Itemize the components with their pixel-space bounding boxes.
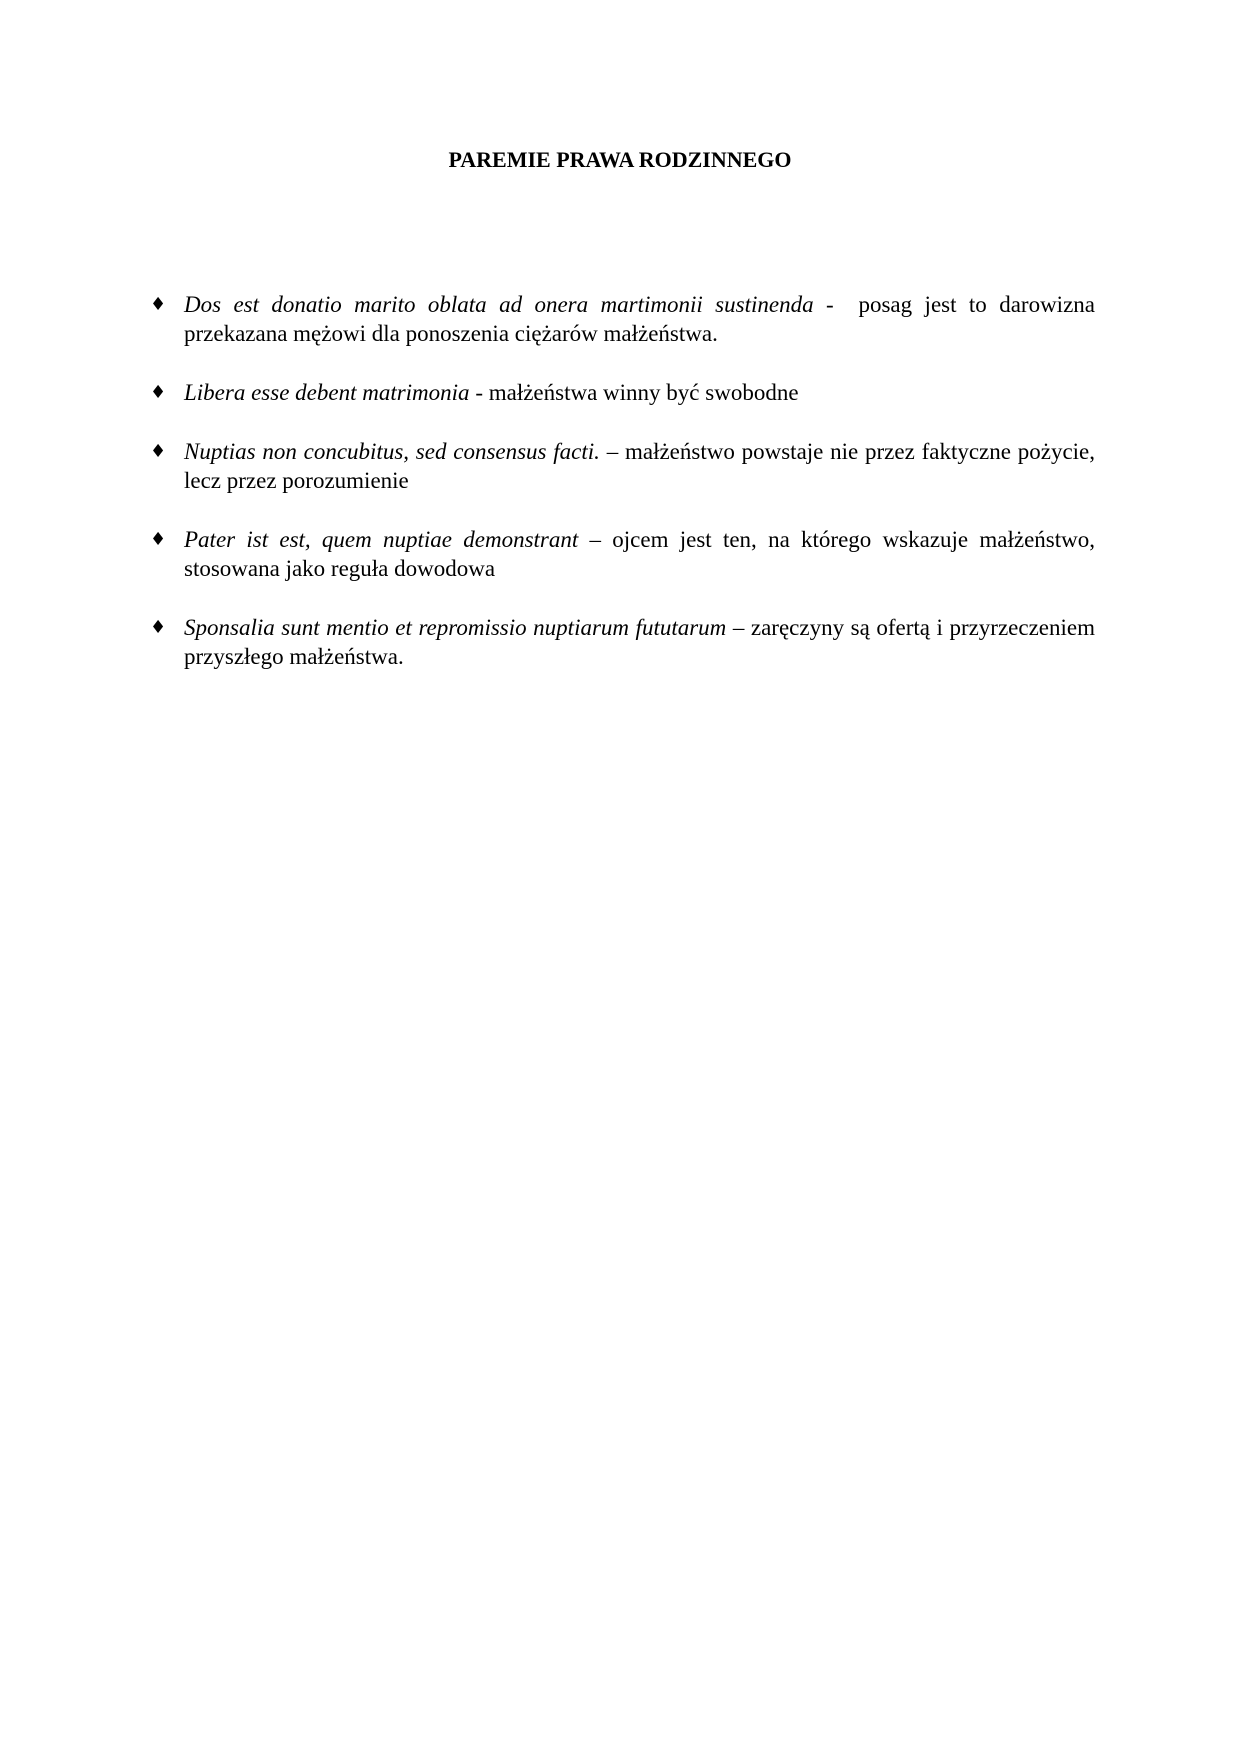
diamond-bullet-icon: ♦ <box>150 441 167 462</box>
separator: – <box>599 439 625 464</box>
list-item <box>150 525 1095 583</box>
page-title: PAREMIE PRAWA RODZINNEGO <box>448 147 792 172</box>
separator: - <box>469 380 489 405</box>
list-item <box>150 290 1095 348</box>
diamond-bullet-icon: ♦ <box>150 529 167 550</box>
diamond-bullet-icon: ♦ <box>150 294 167 315</box>
separator: - <box>813 292 859 317</box>
latin-maxim: Dos est donatio marito oblata ad onera martimonii sustinenda <box>184 292 814 317</box>
translation: ojcem jest ten, na którego wskazuje małżeństwo, stosowana jako reguła dowodowa <box>184 527 1096 581</box>
paremie-list <box>150 290 1113 671</box>
latin-maxim: Sponsalia sunt mentio et repromissio nuptiarum fututarum <box>184 615 727 640</box>
translation: małżeństwo powstaje nie przez faktyczne pożycie, lecz przez porozumienie <box>184 439 1096 493</box>
diamond-bullet-icon: ♦ <box>150 617 167 638</box>
list-item <box>150 437 1095 495</box>
separator: – <box>578 527 613 552</box>
translation: posag jest to darowizna przekazana mężowi dla ponoszenia ciężarów małżeństwa. <box>184 292 1095 346</box>
translation: zaręczyny są ofertą i przyrzeczeniem przyszłego małżeństwa. <box>184 615 1113 669</box>
latin-maxim: Pater ist est, quem nuptiae demonstrant <box>184 527 579 552</box>
diamond-bullet-icon: ♦ <box>150 382 167 403</box>
latin-maxim: Nuptias non concubitus, sed consensus facti. <box>184 439 600 464</box>
list-item <box>150 378 1095 407</box>
list-item <box>150 613 1113 671</box>
separator: – <box>726 615 751 640</box>
translation: małżeństwa winny być swobodne <box>488 380 799 405</box>
latin-maxim: Libera esse debent matrimonia <box>184 380 470 405</box>
